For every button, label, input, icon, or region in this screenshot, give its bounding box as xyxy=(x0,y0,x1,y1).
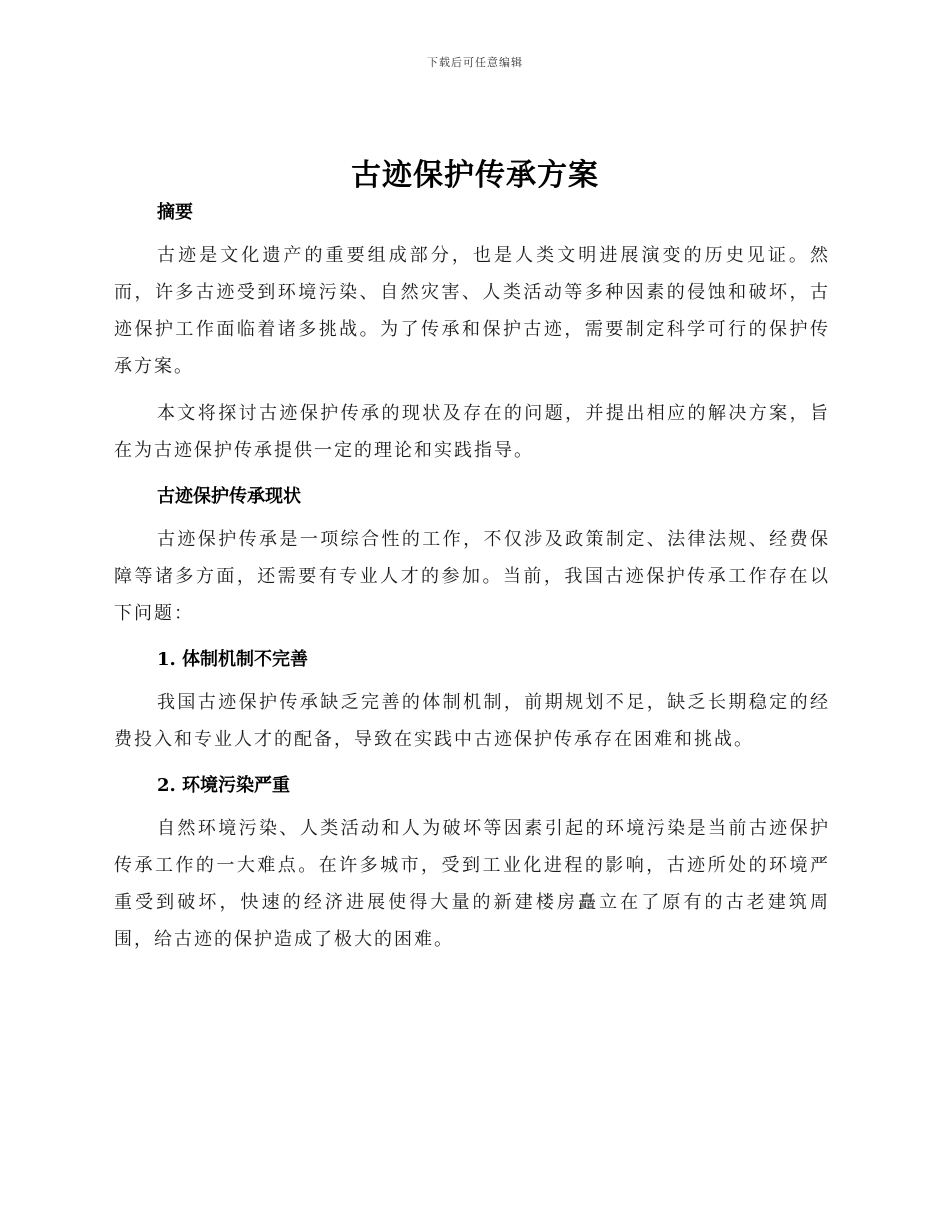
pollution-paragraph: 自然环境污染、人类活动和人为破坏等因素引起的环境污染是当前古迹保护传承工作的一大难点。在许多城市，受到工业化进程的影响，古迹所处的环境严重受到破坏，快速的经济进展使得大量的新建楼房矗立在了原有的古老建筑周围，给古迹的保护造成了极大的困难。 xyxy=(114,818,830,950)
mechanism-paragraph: 我国古迹保护传承缺乏完善的体制机制，前期规划不足，缺乏长期稳定的经费投入和专业人才的配备，导致在实践中古迹保护传承存在困难和挑战。 xyxy=(114,692,830,750)
section-heading-abstract: 摘要 xyxy=(157,202,193,223)
section-heading-mechanism: 1. 体制机制不完善 xyxy=(157,649,309,670)
abstract-paragraph-1: 古迹是文化遗产的重要组成部分，也是人类文明进展演变的历史见证。然而，许多古迹受到环境污染、自然灾害、人类活动等多种因素的侵蚀和破坏，古迹保护工作面临着诸多挑战。为了传承和保护古迹，需要制定科学可行的保护传承方案。 xyxy=(114,245,830,377)
document-title: 古迹保护传承方案 xyxy=(351,158,599,193)
section-heading-status: 古迹保护传承现状 xyxy=(157,486,301,507)
section-heading-pollution: 2. 环境污染严重 xyxy=(157,775,291,796)
document-body xyxy=(114,195,830,958)
abstract-paragraph-2: 本文将探讨古迹保护传承的现状及存在的问题，并提出相应的解决方案，旨在为古迹保护传承提供一定的理论和实践指导。 xyxy=(114,403,830,461)
status-paragraph: 古迹保护传承是一项综合性的工作，不仅涉及政策制定、法律法规、经费保障等诸多方面，还需要有专业人才的参加。当前，我国古迹保护传承工作存在以下问题： xyxy=(114,529,830,624)
page-header-note: 下载后可任意编辑 xyxy=(427,56,523,69)
